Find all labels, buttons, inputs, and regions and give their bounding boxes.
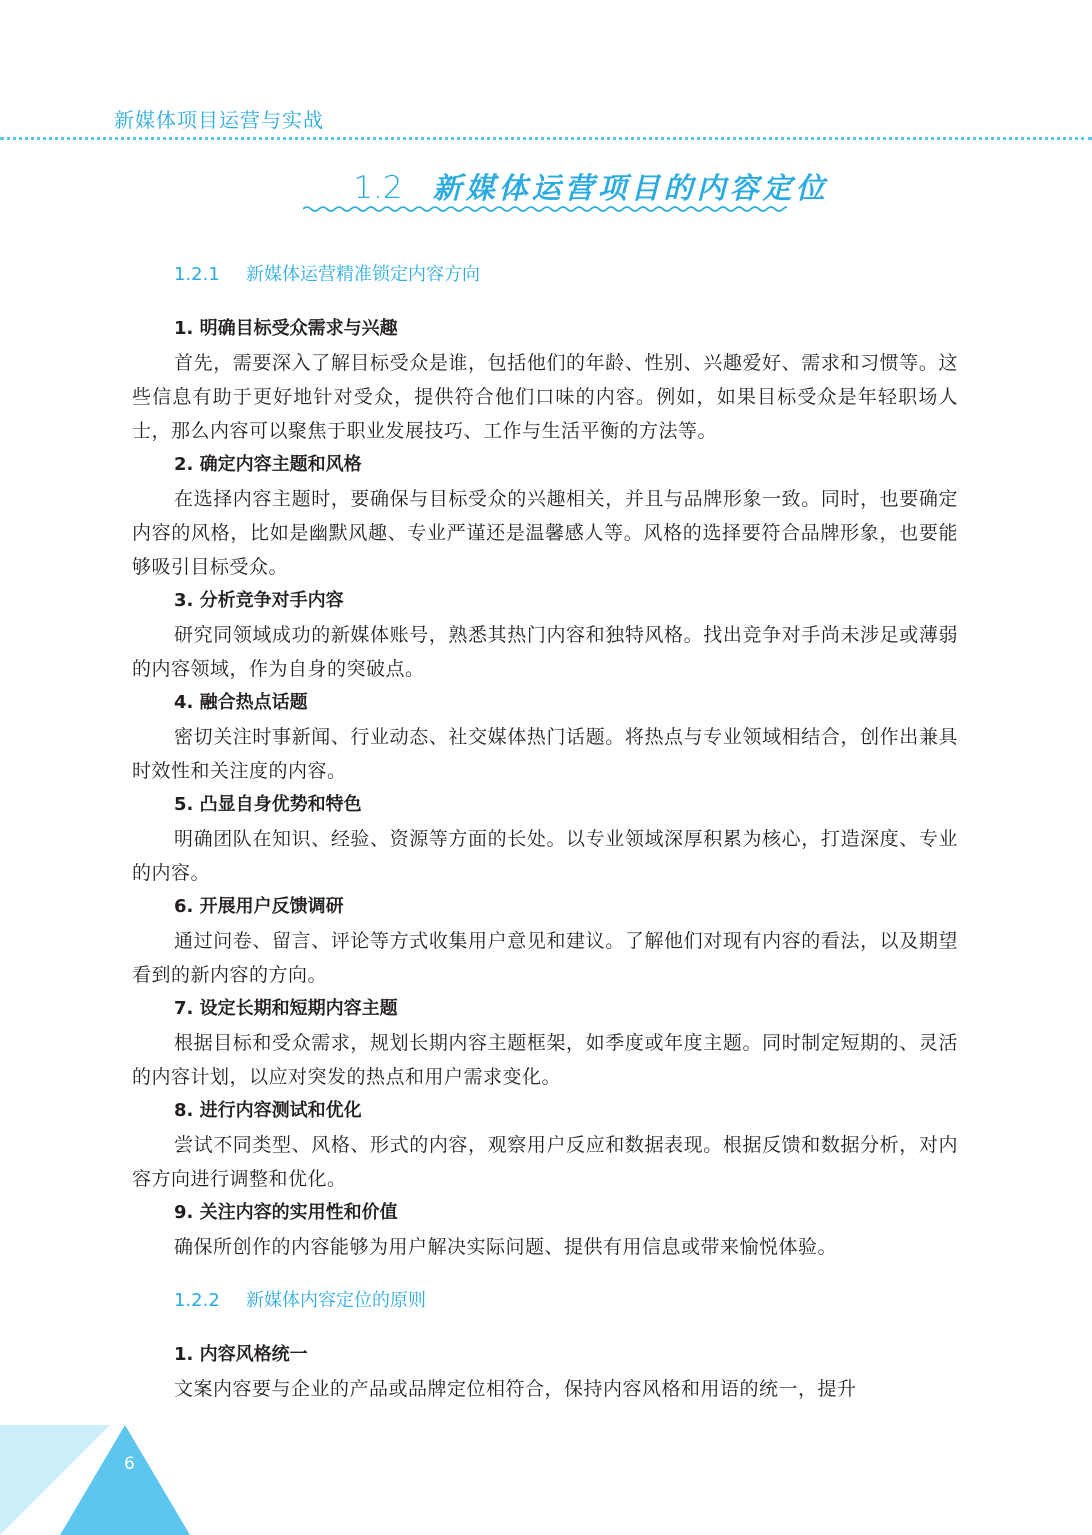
item-paragraph: 尝试不同类型、风格、形式的内容，观察用户反应和数据表现。根据反馈和数据分析，对内容方向进行调整和优化。 (132, 1134, 958, 1190)
item-paragraph: 密切关注时事新闻、行业动态、社交媒体热门话题。将热点与专业领域相结合，创作出兼具时效性和关注度的内容。 (132, 726, 958, 782)
page-body (132, 258, 958, 1406)
item-title: 6. 开展用户反馈调研 (174, 896, 344, 917)
item-title: 1. 明确目标受众需求与兴趣 (174, 318, 398, 339)
subsection-heading (132, 1284, 958, 1318)
section-heading: 新媒体运营项目的内容定位 (432, 171, 829, 205)
page-number: 6 (124, 1454, 135, 1474)
item-paragraph: 首先，需要深入了解目标受众是谁，包括他们的年龄、性别、兴趣爱好、需求和习惯等。这些信息有助于更好地针对受众，提供符合他们口味的内容。例如，如果目标受众是年轻职场人士，那么内容可以聚焦于职业发展技巧、工作与生活平衡的方法等。 (132, 352, 958, 442)
running-head: 新媒体项目运营与实战 (114, 108, 324, 132)
item-paragraph: 研究同领域成功的新媒体账号，熟悉其热门内容和独特风格。找出竞争对手尚未涉足或薄弱的内容领域，作为自身的突破点。 (132, 624, 958, 680)
item-title: 9. 关注内容的实用性和价值 (174, 1202, 398, 1223)
subsection-title: 新媒体运营精准锁定内容方向 (246, 264, 480, 285)
item-paragraph: 明确团队在知识、经验、资源等方面的长处。以专业领域深厚积累为核心，打造深度、专业的内容。 (132, 828, 958, 884)
item-title: 2. 确定内容主题和风格 (174, 454, 362, 475)
corner-triangle-decoration (0, 1425, 200, 1535)
subsection-title: 新媒体内容定位的原则 (246, 1290, 426, 1311)
item-title: 3. 分析竞争对手内容 (174, 590, 344, 611)
item-paragraph: 根据目标和受众需求，规划长期内容主题框架，如季度或年度主题。同时制定短期的、灵活的内容计划，以应对突发的热点和用户需求变化。 (132, 1032, 958, 1088)
section-number: 1.2 (353, 170, 403, 206)
item-title: 8. 进行内容测试和优化 (174, 1100, 362, 1121)
subsection-heading (132, 258, 958, 292)
item-paragraph: 在选择内容主题时，要确保与目标受众的兴趣相关，并且与品牌形象一致。同时，也要确定内容的风格，比如是幽默风趣、专业严谨还是温馨感人等。风格的选择要符合品牌形象，也要能够吸引目标受众。 (132, 488, 958, 578)
item-title: 4. 融合热点话题 (174, 692, 308, 713)
section-title (0, 166, 1092, 207)
item-paragraph: 文案内容要与企业的产品或品牌定位相符合，保持内容风格和用语的统一，提升 (174, 1378, 857, 1400)
wavy-underline (303, 205, 787, 213)
subsection-number: 1.2.1 (174, 264, 220, 285)
item-paragraph: 通过问卷、留言、评论等方式收集用户意见和建议。了解他们对现有内容的看法，以及期望看到的新内容的方向。 (132, 930, 958, 986)
dotted-rule (0, 137, 1092, 140)
item-paragraph: 确保所创作的内容能够为用户解决实际问题、提供有用信息或带来愉悦体验。 (174, 1236, 838, 1258)
item-title: 7. 设定长期和短期内容主题 (174, 998, 398, 1019)
item-title: 5. 凸显自身优势和特色 (174, 794, 362, 815)
item-title: 1. 内容风格统一 (174, 1344, 308, 1365)
subsection-number: 1.2.2 (174, 1290, 220, 1311)
